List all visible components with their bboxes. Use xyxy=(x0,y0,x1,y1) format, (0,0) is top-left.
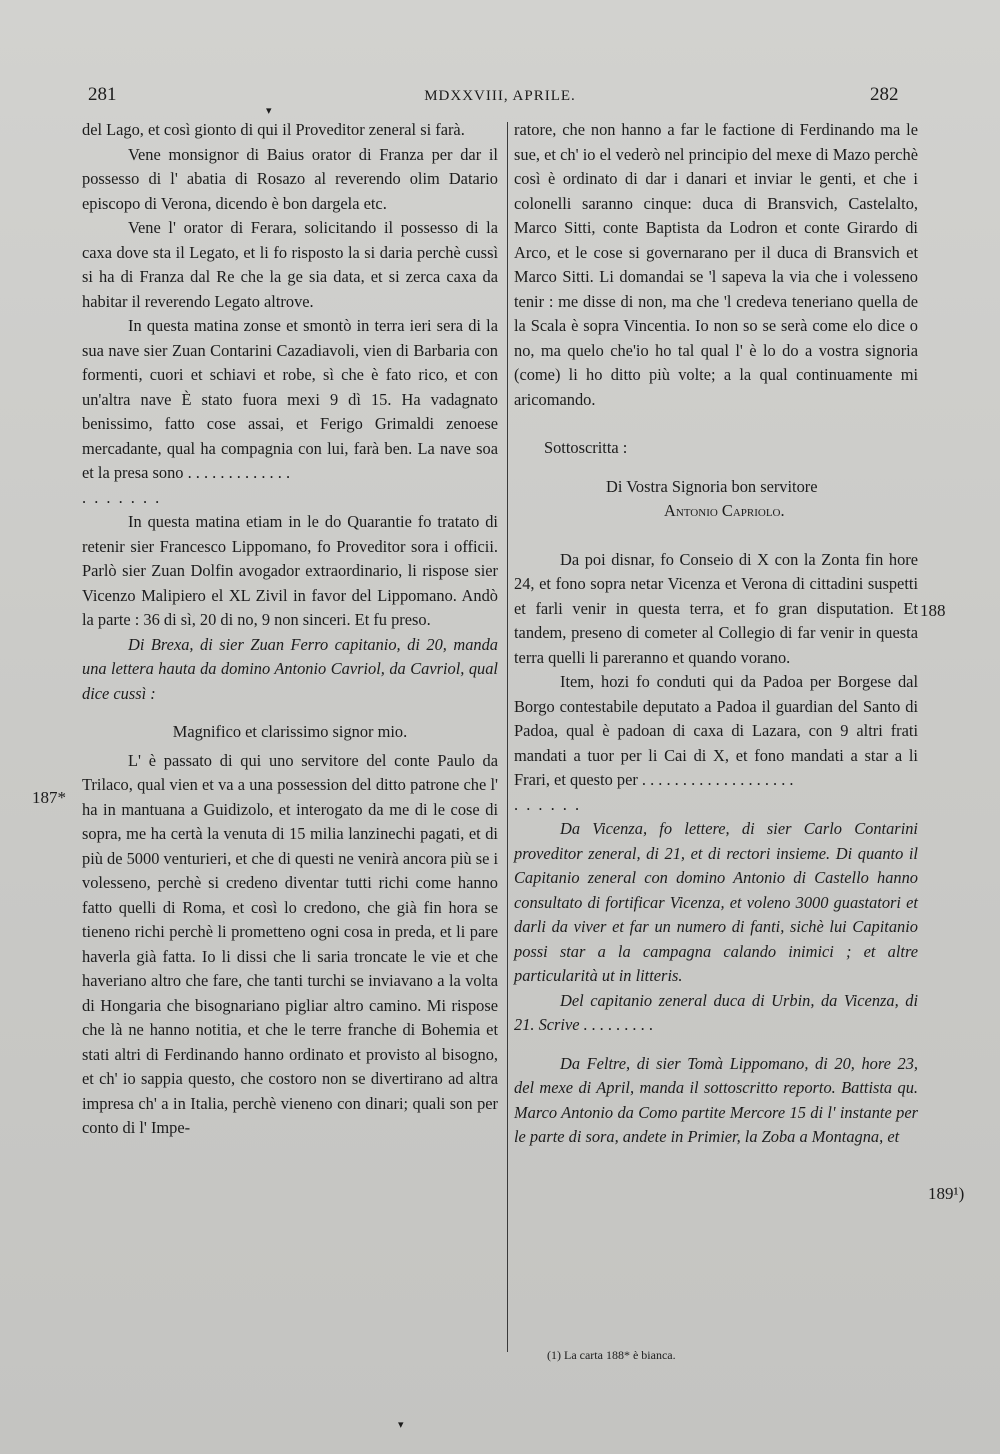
ellipsis-line: . . . . . . . xyxy=(82,487,162,507)
signature-line: Di Vostra Signoria bon servitore xyxy=(606,476,818,496)
spacer xyxy=(82,706,498,720)
left-column xyxy=(82,118,498,1141)
paragraph: L' è passato di qui uno servitore del conte Paulo da Trilaco, qual vien et va a una possession del ditto patrone che l' ha in mantuana a Guidizolo, et interogato da me di le cose di sopra, me ha certà la venuta di 15 milia lanzinechi pagati, et di più de 5000 venturieri, et che di questi ne venirà ancora più se i volesseno, perchè si credeno diventar tutti richi come hanno fatto quelli di Roma, et così lo credono, che già fin hora se tieneno richi perchè li prometteno ogni cosa in preda, et li pare haverla già fatta. Io li dissi che li saria troncate le vie et che haveriano altro che fare, che tanti turchi se inviavano a la volta di Hongaria che bisognariano pigliar altro camino. Mi rispose che là ne hanno notitia, et che le terre franche di Bohemia et stati altri di Ferdinando hanno ordinato et provisto al bisogno, et ch' io sappia questo, che costoro non se divertirano ad altra impresa ch' a in Italia, perchè vieneno con dinari; quali son per conto di l' Impe- xyxy=(82,750,499,1137)
spacer xyxy=(514,1038,918,1052)
paragraph: Item, hozi fo conduti qui da Padoa per Borgese dal Borgo contestabile deputato a Padoa il guardian del Santo di Padoa, qual è padoan di caxa di Lazara, con 9 altri frati mandati a tuor per li Cai di X, et fono mandati a star a li Frari, et questo per . . . . . . . . . . . . . . . . . . . xyxy=(514,672,918,789)
right-column xyxy=(514,118,918,1150)
subscription-label: Sottoscritta : xyxy=(544,438,628,457)
spacer xyxy=(514,412,918,436)
print-mark: ▾ xyxy=(266,105,272,117)
print-mark: ▾ xyxy=(398,1419,404,1431)
paragraph: Vene l' orator di Ferara, solicitando il possesso di la caxa dove sta il Legato, et li fo risposto la si daria perchè cussì si ha di Franza dal Re che la ge sia data, et si zerca caxa da habitar il reverendo Legato altrove. xyxy=(82,218,498,311)
paragraph: ratore, che non hanno a far le factione di Ferdinando ma le sue, et ch' io el vederò nel principio del mexe di Mazo perchè così è ordinato di dar i danari et inviar le genti, et che i colonelli saranno cinque: duca di Bransvich, Castelalto, Marco Sitti, conte Baptista da Lodron et conte Girardo di Arco, et le cose si governarano per il duca di Bransvich et Marco Sitti. Li domandai se 'l sapeva la via che i volesseno tenir : me disse di non, ma che 'l credeva teneriano quella de la Scala è sopra Vincentia. Io non so se serà come elo dice o no, ma quelo che'io ho tal qual l' è lo do a vostra signoria (come) li ho ditto più volte; a la qual continuamente mi aricomando. xyxy=(514,120,918,409)
footnote: (1) La carta 188* è bianca. xyxy=(547,1348,676,1362)
paragraph: Da Vicenza, fo lettere, di sier Carlo Contarini proveditor zeneral, di 21, et di rectori insieme. Di quanto il Capitanio zeneral con domino Antonio di Castello hanno consultato di fortificar Vicenza, et voleno 3000 guastatori et darli da viver et far un numero di fanti, sichè lui Capitanio possi star a la campagna calando inimici ; et altre particularità ut in litteris. xyxy=(514,819,918,985)
spacer xyxy=(514,461,918,475)
column-divider xyxy=(507,122,508,1352)
paragraph: In questa matina etiam in le do Quarantie fo tratato di retenir sier Francesco Lippomano, fo Proveditor sora i officii. Parlò sier Zuan Dolfin avogador extraordinario, li rispose sier Vicenzo Malipiero el XL Zivil in favor del Lippomano. Andò la parte : 36 di sì, 20 di no, 9 non sinceri. Et fu preso. xyxy=(82,512,498,629)
spacer xyxy=(514,524,918,548)
ellipsis-line: . . . . . . xyxy=(514,794,582,814)
paragraph-heading: Di Brexa, di sier Zuan Ferro capitanio, di 20, manda una lettera hauta da domino Antonio Cavriol, da Cavriol, qual dice cussì : xyxy=(82,634,498,703)
margin-number-188: 188 xyxy=(920,601,946,620)
paragraph: Da Feltre, di sier Tomà Lippomano, di 20, hore 23, del mexe di April, manda il sottoscritto reporto. Battista qu. Marco Antonio da Como partite Mercore 15 di l' instante per le parte di sora, andete in Primier, la Zoba a Montagna, et xyxy=(514,1053,918,1146)
salutation: Magnifico et clarissimo signor mio. xyxy=(172,722,408,741)
paragraph: del Lago, et così gionto di qui il Proveditor zeneral si farà. xyxy=(82,120,465,139)
margin-number-187: 187* xyxy=(32,788,66,807)
running-header: MDXXVIII, APRILE. xyxy=(424,88,576,104)
paragraph: Da poi disnar, fo Conseio di X con la Zonta fin hore 24, et fono sopra netar Vicenza et Verona di cittadini suspetti et farli venir in questa terra, et fo gran disputation. Et tandem, preseno di cometer al Collegio di far venir in questa terra quelli li pareranno et quando vorano. xyxy=(514,549,918,667)
margin-number-189: 189¹) xyxy=(928,1184,965,1203)
paragraph: In questa matina zonse et smontò in terra ieri sera di la sua nave sier Zuan Contarini Cazadiavoli, vien di Barbaria con formenti, cuori et schiavi et robe, sì che è fato rico, et con un'altra nave È stato fuora mexi 9 dì 15. Ha vadagnato benissimo, fatto cose assai, et Ferigo Grimaldi zenoese mercadante, qual ha compagnia con lui, farà ben. La nave soa et la presa sono . . . . . . . . . . . . . xyxy=(82,316,498,482)
paragraph: Del capitanio zeneral duca di Urbin, da Vicenza, di 21. Scrive . . . . . . . . . xyxy=(514,990,918,1034)
page-number-right: 282 xyxy=(870,84,899,105)
page-number-left: 281 xyxy=(88,84,117,105)
signature-name: Antonio Capriolo. xyxy=(664,501,785,520)
paragraph: Vene monsignor di Baius orator di Franza per dar il possesso di l' abatia di Rosazo al reverendo olim Datario episcopo di Verona, dicendo è bon dargela etc. xyxy=(82,144,498,213)
